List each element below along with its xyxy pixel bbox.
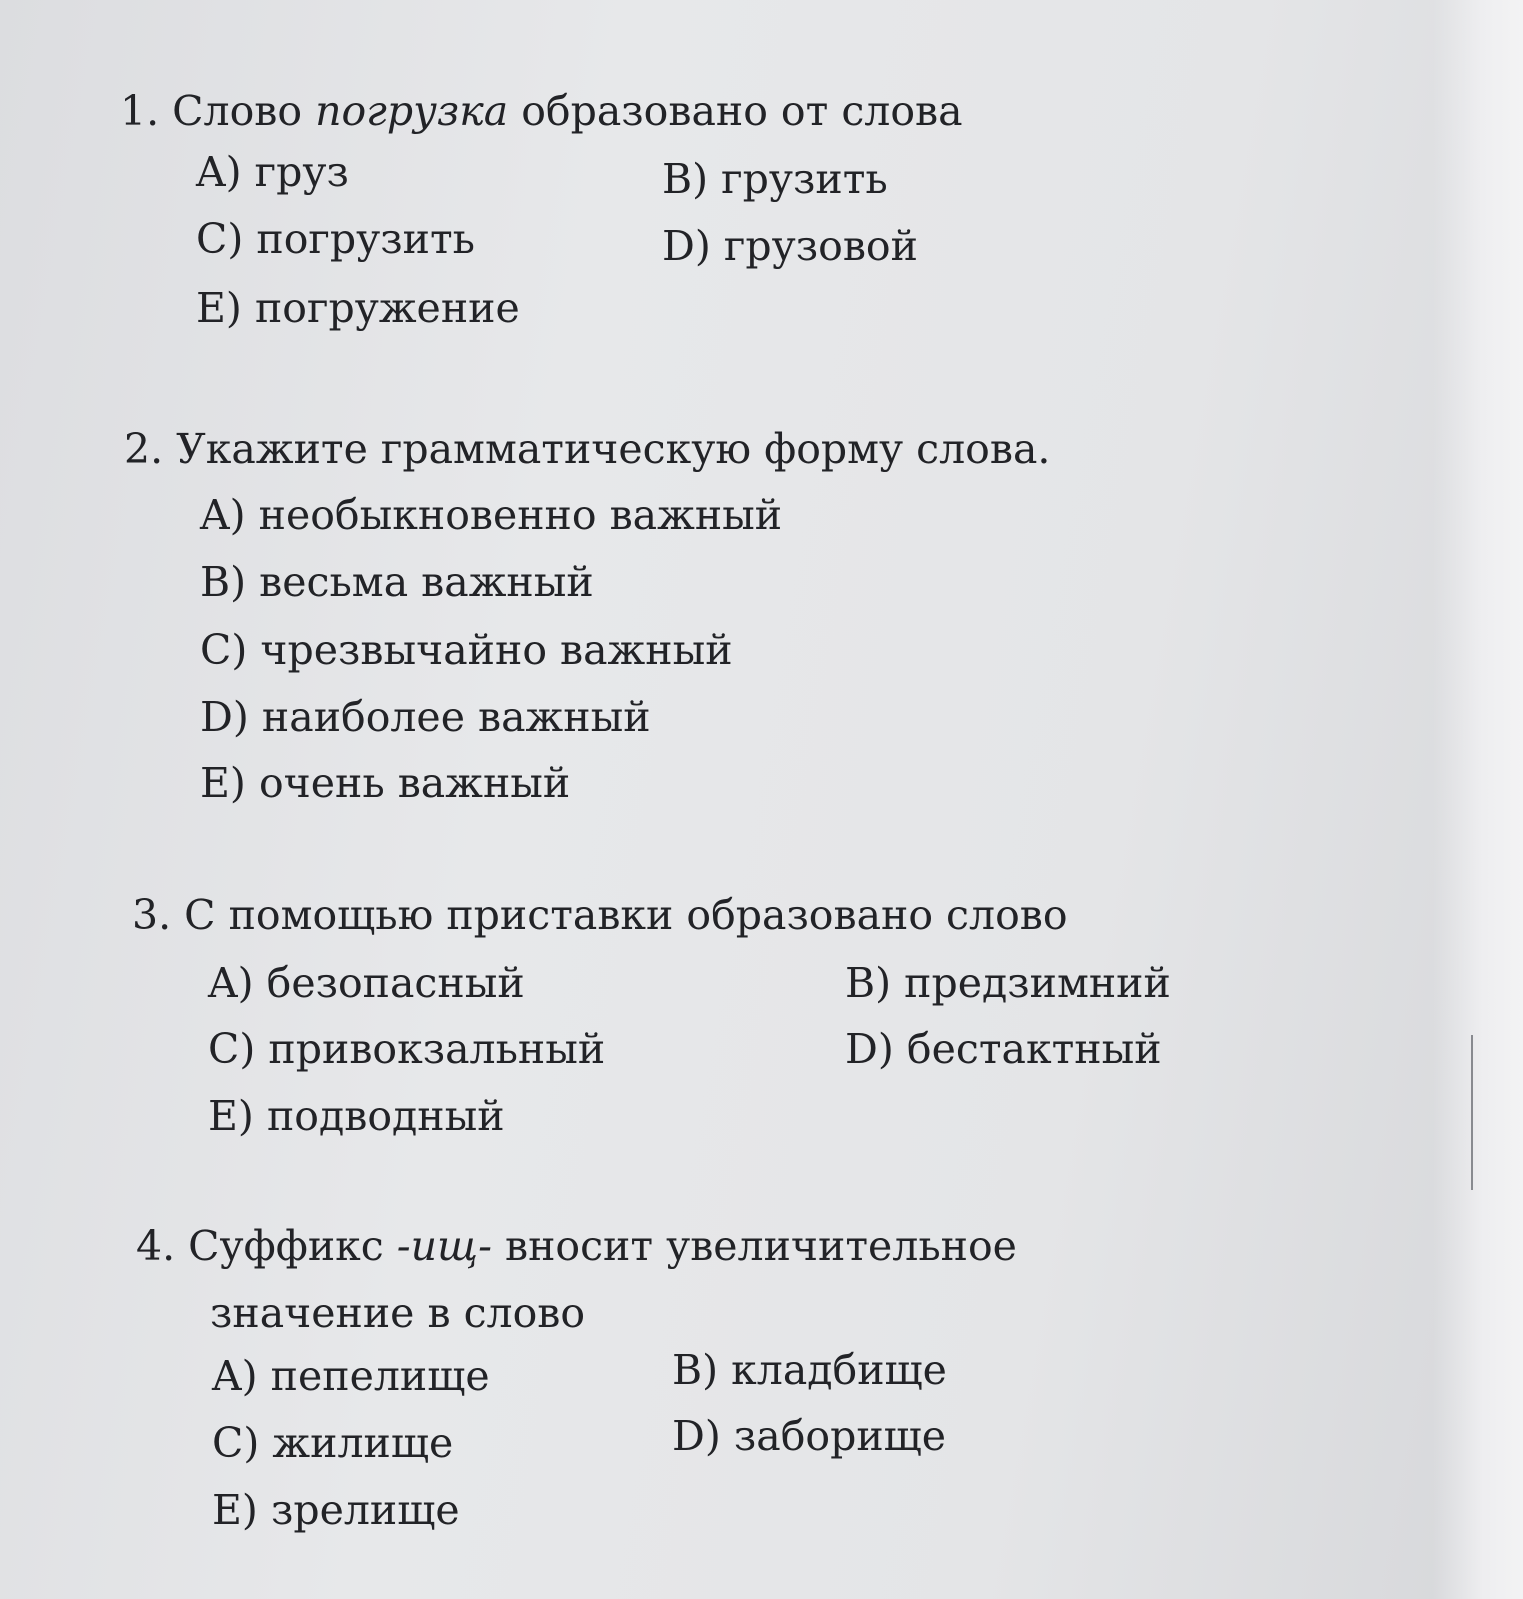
question-3-option-c[interactable]: [208, 1025, 606, 1073]
question-1-option-d[interactable]: [662, 222, 918, 270]
option-letter: B): [672, 1346, 719, 1394]
question-4-stem: [136, 1222, 1017, 1270]
option-text: грузить: [721, 155, 888, 203]
page-edge-mark: [1471, 1035, 1473, 1190]
page-edge: [1433, 0, 1523, 1599]
option-text: кладбище: [731, 1346, 947, 1394]
option-letter: A): [212, 1352, 258, 1400]
question-3-number: 3.: [132, 891, 172, 939]
question-4-number: 4.: [136, 1222, 176, 1270]
option-letter: D): [200, 693, 249, 741]
question-1-stem: [120, 87, 963, 135]
question-4-stem-line2: значение в слово: [210, 1289, 586, 1337]
question-1-option-b[interactable]: [662, 155, 888, 203]
question-3-option-d[interactable]: [845, 1025, 1162, 1073]
question-1-stem-after: образовано от слова: [508, 87, 963, 135]
question-1-option-a[interactable]: [196, 148, 349, 196]
option-letter: E): [196, 284, 242, 332]
option-text: чрезвычайно важный: [260, 626, 733, 674]
option-text: наиболее важный: [261, 693, 651, 741]
option-text: погрузить: [256, 215, 475, 263]
option-text: зрелище: [270, 1486, 460, 1534]
question-2-stem-text: Укажите грамматическую форму слова.: [176, 425, 1051, 473]
option-text: очень важный: [258, 759, 571, 807]
question-4-option-c[interactable]: [212, 1419, 454, 1467]
option-letter: B): [662, 155, 709, 203]
question-3-option-a[interactable]: [208, 959, 525, 1007]
option-text: жилище: [272, 1419, 454, 1467]
question-2-option-c[interactable]: [200, 626, 733, 674]
question-1-option-c[interactable]: [196, 215, 475, 263]
option-letter: C): [196, 215, 244, 263]
question-4-option-a[interactable]: [212, 1352, 490, 1400]
option-text: пепелище: [270, 1352, 490, 1400]
option-letter: B): [200, 558, 247, 606]
option-text: необыкновенно важный: [258, 491, 783, 539]
question-1-option-e[interactable]: [196, 284, 520, 332]
question-4-option-b[interactable]: [672, 1346, 947, 1394]
option-text: грузовой: [723, 222, 918, 270]
option-letter: D): [845, 1025, 894, 1073]
question-1-stem-before: Слово: [172, 87, 316, 135]
question-2-number: 2.: [124, 425, 164, 473]
question-4-option-e[interactable]: [212, 1486, 460, 1534]
option-letter: D): [662, 222, 711, 270]
question-4-option-d[interactable]: [672, 1412, 947, 1460]
option-text: весьма важный: [259, 558, 594, 606]
option-text: заборище: [733, 1412, 947, 1460]
question-2-option-e[interactable]: [200, 759, 571, 807]
option-letter: D): [672, 1412, 721, 1460]
option-letter: C): [200, 626, 248, 674]
option-letter: E): [208, 1092, 254, 1140]
option-text: бестактный: [906, 1025, 1162, 1073]
option-letter: C): [212, 1419, 260, 1467]
question-2-option-a[interactable]: [200, 491, 783, 539]
question-3-option-b[interactable]: [845, 959, 1171, 1007]
question-2-stem: [124, 425, 1051, 473]
question-4-stem-before: Суффикс: [188, 1222, 397, 1270]
option-text: погружение: [254, 284, 520, 332]
question-3-stem: [132, 891, 1068, 939]
option-letter: B): [845, 959, 892, 1007]
option-letter: A): [208, 959, 254, 1007]
question-1-number: 1.: [120, 87, 160, 135]
option-letter: E): [212, 1486, 258, 1534]
question-4-stem-italic: -ищ-: [396, 1222, 492, 1270]
option-text: привокзальный: [268, 1025, 606, 1073]
option-text: предзимний: [904, 959, 1171, 1007]
question-3-option-e[interactable]: [208, 1092, 505, 1140]
question-1-stem-italic: погрузка: [315, 87, 509, 135]
option-letter: E): [200, 759, 246, 807]
option-text: подводный: [266, 1092, 505, 1140]
option-letter: C): [208, 1025, 256, 1073]
question-3-stem-text: С помощью приставки образовано слово: [184, 891, 1068, 939]
option-text: груз: [254, 148, 349, 196]
option-letter: A): [200, 491, 246, 539]
question-4-stem-after: вносит увеличительное: [491, 1222, 1017, 1270]
option-text: безопасный: [266, 959, 525, 1007]
question-2-option-b[interactable]: [200, 558, 594, 606]
option-letter: A): [196, 148, 242, 196]
question-2-option-d[interactable]: [200, 693, 651, 741]
